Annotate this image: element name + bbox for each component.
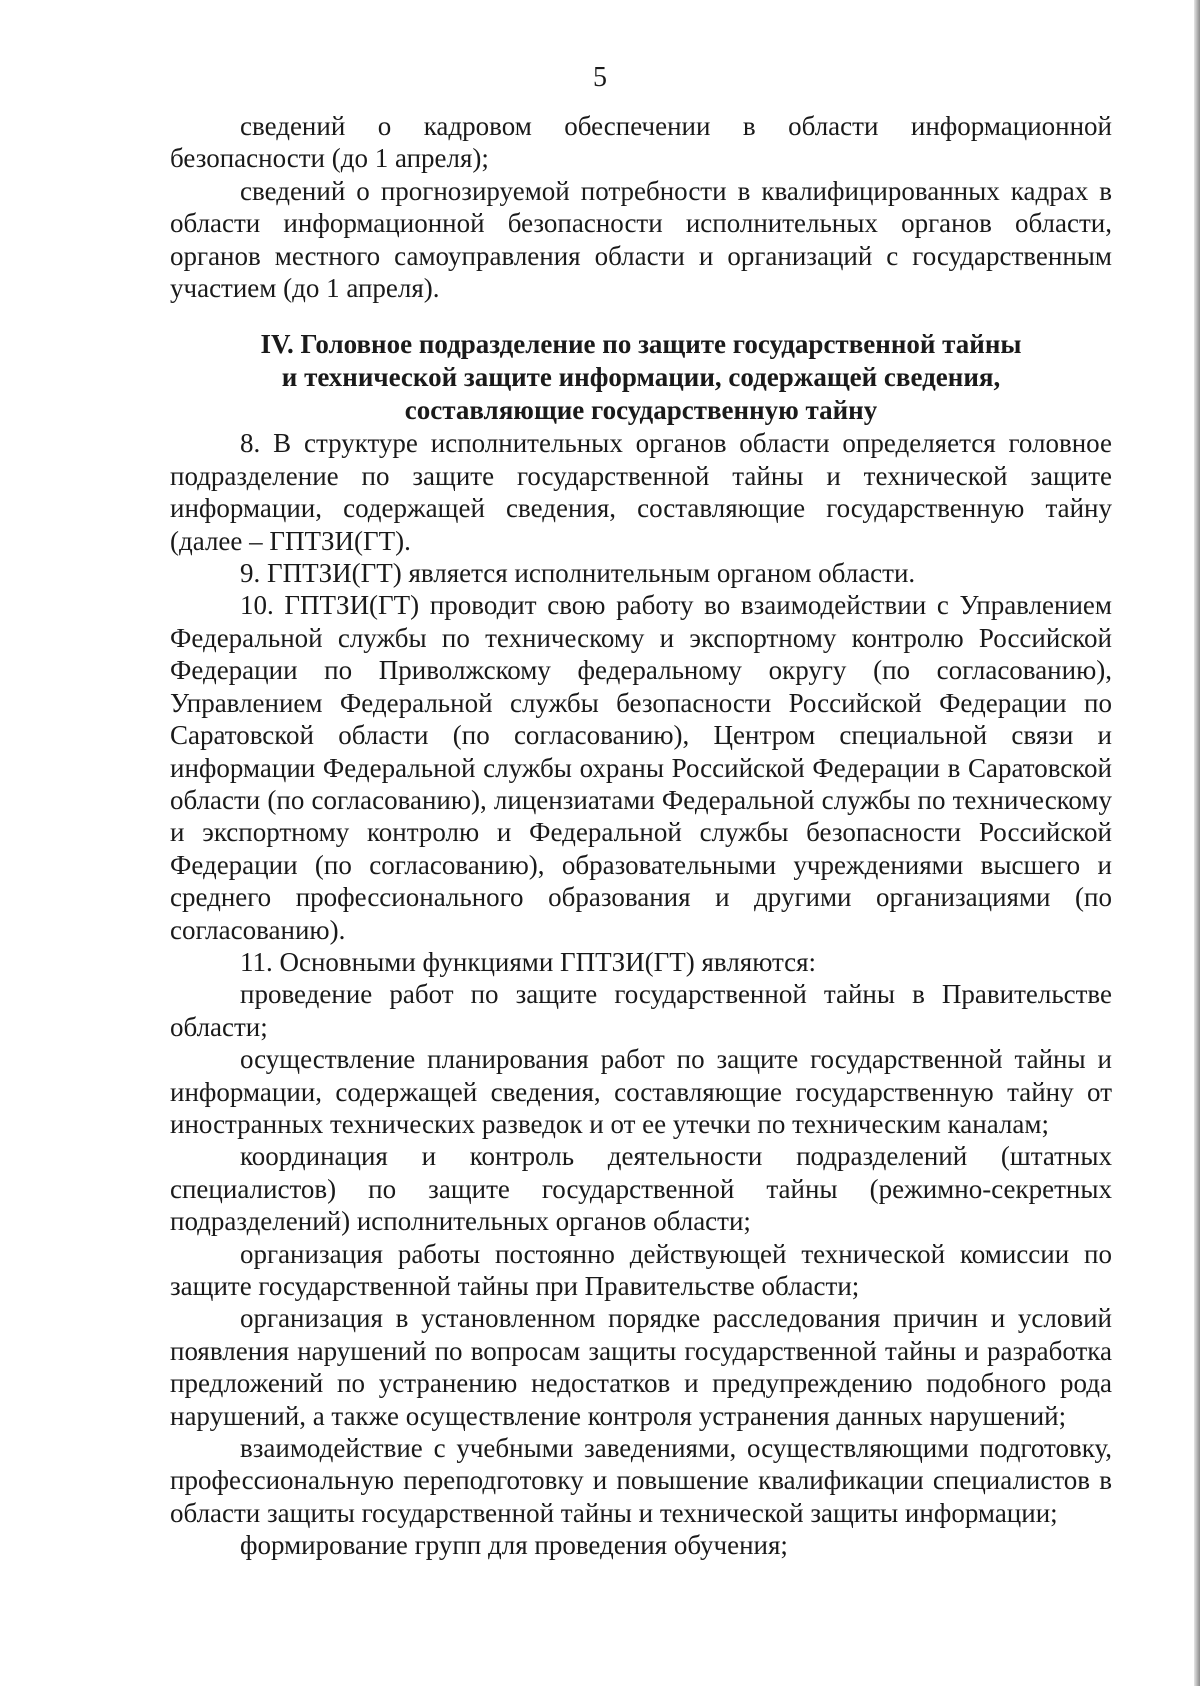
function-item: проведение работ по защите государственной тайны в Правительстве области; <box>170 979 1112 1042</box>
page-number: 5 <box>593 62 607 93</box>
paragraph-item-11: 11. Основными функциями ГПТЗИ(ГТ) являются: <box>240 946 817 977</box>
section-heading-line: составляющие государственную тайну <box>404 395 878 426</box>
section-heading-line: IV. Головное подразделение по защите государственной тайны <box>260 329 1022 360</box>
section-heading-line: и технической защите информации, содержащей сведения, <box>281 362 1001 393</box>
paragraph-item-9: 9. ГПТЗИ(ГТ) является исполнительным органом области. <box>240 558 916 589</box>
function-item: формирование групп для проведения обучения; <box>240 1530 788 1561</box>
function-item: координация и контроль деятельности подразделений (штатных специалистов) по защите государственной тайны (режимно-секретных подразделений) исполнительных органов области; <box>170 1141 1112 1237</box>
document-body <box>170 110 1112 1562</box>
paragraph-item-10: 10. ГПТЗИ(ГТ) проводит свою работу во взаимодействии с Управлением Федеральной службы по техническому и экспортному контролю Российской Федерации по Приволжскому федеральному округу (по согласованию), Управлением Федеральной службы безопасности Российской Федерации по Саратовской области (по согласованию), Центром специальной связи и информации Федеральной службы охраны Российской Федерации в Саратовской области (по согласованию), лицензиатами Федеральной службы по техническому и экспортному контролю и Федеральной службы безопасности Российской Федерации (по согласованию), образовательными учреждениями высшего и среднего профессионального образования и другими организациями (по согласованию). <box>170 590 1112 945</box>
function-item: взаимодействие с учебными заведениями, осуществляющими подготовку, профессиональную переподготовку и повышение квалификации специалистов в области защиты государственной тайны и технической защиты информации; <box>170 1433 1112 1528</box>
page-edge-shadow <box>1194 0 1200 1686</box>
paragraph: сведений о прогнозируемой потребности в квалифицированных кадрах в области информационной безопасности исполнительных органов области, органов местного самоуправления области и организаций с государственным участием (до 1 апреля). <box>170 175 1112 304</box>
function-item: организация в установленном порядке расследования причин и условий появления нарушений по вопросам защиты государственной тайны и разработка предложений по устранению недостатков и предупреждению подобного рода нарушений, а также осуществление контроля устранения данных нарушений; <box>170 1303 1112 1431</box>
paragraph: сведений о кадровом обеспечении в области информационной безопасности (до 1 апреля); <box>170 111 1112 174</box>
function-item: осуществление планирования работ по защите государственной тайны и информации, содержащей сведения, составляющие государственную тайну от иностранных технических разведок и от ее утечки по техническим каналам; <box>170 1044 1112 1139</box>
section-heading <box>170 328 1112 427</box>
function-item: организация работы постоянно действующей технической комиссии по защите государственной тайны при Правительстве области; <box>170 1238 1112 1301</box>
paragraph-item-8: 8. В структуре исполнительных органов области определяется головное подразделение по защите государственной тайны и технической защите информации, содержащей сведения, составляющие государственную тайну (далее – ГПТЗИ(ГТ). <box>170 428 1112 556</box>
